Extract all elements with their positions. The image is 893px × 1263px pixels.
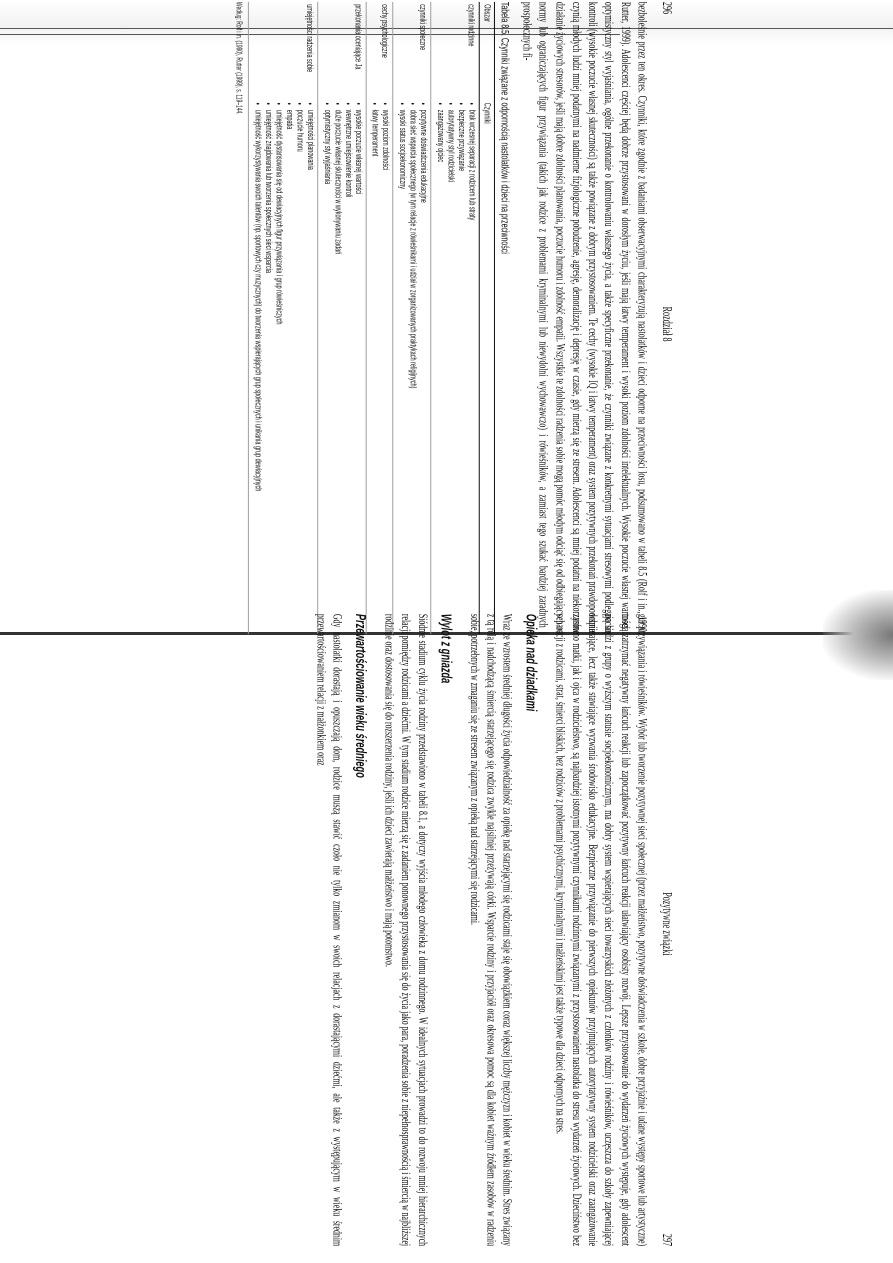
section-heading: Przewartościowanie wieku średniego [352,613,369,778]
section-heading: Wylot z gniazda [437,613,454,684]
table-row [249,2,318,634]
factor-item: • wysoki status socjoekonomiczny [397,110,407,632]
page-header [658,2,673,634]
factor-item: • poczucie humoru [294,110,304,632]
factor-item: • optymistyczny styl wyjaśniania [321,110,331,632]
factor-item: • umiejętności planowania [304,110,314,632]
body-paragraph: bezboleśnie przez ten okres. Czynniki, które zgodnie z badaniami obserwacyjnymi charakteryzują nastolatków i dzieci odporne na przeciwności losu, podsumowano w tabeli 8.5 (Rolf i in., 1990; Rutter, 1999). Adolescenci częściej będą dobrze przystosowani w dorosłym życiu, jeśli mają łatwy temperament i wysoki poziom zdolności intelektualnych. Wysokie poczucie własnej wartości i optymistyczny styl wyjaśniania, ogólne przekonanie o kontrolowaniu własnego życia, a także specyficzne przekonanie, że czynniki związane z konkretnymi sytuacjami stresowymi podlegają się kontroli (wysokie poczucie własnej skuteczności) są także powiązane z dobrym przystosowaniem. Te cechy (wysokie IQ i łatwy temperament) oraz system pozytywnych przekonań prawdopodobnie czynią młodych ludzi mniej podatnymi na nadmierne fizjologiczne pobudzenie, agresję, demoralizację i depresję w czasie, gdy mierzą się ze stresem. Adolescenci są mniej podatni na niekorzystne działanie życiowych stresorów, jeśli mają dobre zdolności planowania, poczucie humoru i zdolność empatii. Wszystkie te zdolności radzenia sobie mogą pomóc młodym odciąć się od odbiegających od normy lub ograniczających figur przywiązania (takich jak rodzice z problemami kryminalnymi lub niewydolni wychowawczo) i rówieśników, a zamiast tego szukać bardziej zaradnych i prospołecznych fi- [520,1,650,635]
page-296 [234,1,674,635]
factor-item: • autorytatywny styl rodzicielski [445,110,455,632]
factor-item: • umiejętność wykorzystywania swoich talentów (np. sportowych czy muzycznych) do tworzenia wspierających grup społecznych i unikania grup dewiacyjnych [252,110,262,632]
page-297 [237,614,674,1246]
factor-item: • brak wczesnej separacji z rodzicem lub straty [465,110,475,632]
table-row [393,2,431,634]
running-head: Pozytywne związki [659,892,674,956]
page-header [658,614,673,1246]
factor-item: • wysoki poziom zdolności [379,110,389,632]
body-paragraph: Siódme stadium cyklu życia rodziny przedstawiono w tabeli 8.1, a dotyczy wyjścia młodego człowieka z domu rodzinnego. W idealnych sytuacjach prowadzi to do rozwoju mniej hierarchicznych relacji pomiędzy rodzicami a dziećmi. W tym stadium rodzice mierzą się z zadaniem ponownego przystosowania się do życia jako para, poradzenia sobie z niepełnosprawnością i śmiercią w najbliższej rodzinie oraz dostosowania się do rozszerzenia rodziny, jeśli ich dzieci zawierają małżeństwo i mają potomstwo. [382,613,430,1247]
section-heading: Opieka nad dziadkami [522,613,539,712]
table-source: Według: Rolf i in. (1990), Rutter (1999), s. 119–144. [234,1,245,115]
table-cell-area: przekonania oceniające Ja [318,2,366,101]
page-number: 297 [659,1233,674,1247]
factor-item: • umiejętność dystansowania się od dewiacyjnych figur przywiązania i grup rówieśniczych [273,110,283,632]
body-paragraph: gur przywiązania i rówieśników. Wybór lub tworzenie pozytywnej sieci społecznej (przez małżeństwo, pozytywne doświadczenia w szkole, dobre przyjaźnie i udane występy sportowe lub artystyczne) mogą zatrzymać negatywny łańcuch reakcji lub zapoczątkować pozytywny łańcuch reakcji ułatwiający osobisty rozwój. Lepsze przystosowanie do wydarzeń życiowych występuje, gdy adolescent pochodzi z grupy o wyższym statusie socjoekonomicznym, ma dobry system wspierających sieci towarzyskich złożonych z członków rodziny i rówieśników, uczęszcza do szkoły zapewniającej wspierające, lecz także stawiające wyzwania środowisko edukacyjne. Bezpieczne przywiązanie do pierwszych opiekunów przyjmujących autorytatywny system rodzicielski oraz zaangażowanie zarówno matki, jak i ojca w rodzicielstwo, są najbardziej istotnymi pozytywnymi czynnikami rodzinnymi związanymi z przystosowaniem nastolatka do stresu wydarzeń życiowych. Dzieciństwo bez separacji z rodzicami, strat, śmierci bliskich, bez rodziców z problemami psychicznymi, kryminalnymi i małżeńskimi jest także typowe dla dzieci odpornych na stres. [553,613,650,1247]
factor-item: • wewnętrzne umiejscowienie kontroli [342,110,352,632]
page-number: 296 [659,1,674,15]
factor-item: • pozytywne doświadczenia edukacyjne [417,110,427,632]
body-paragraph: Wraz ze wzrostem średniej długości życia odpowiedzialność za opiekę nad starzejącymi się rodzicami staje się obowiązkiem coraz większej liczby mężczyzn i kobiet w wieku średnim. Stres związany z tą rolą i nadchodzącą śmiercią starzejącego się rodzica zwykle najsilniej przeżywają córki. Wsparcie rodziny i przyjaciół oraz okresowa pomoc są dla kobiet ważnym źródłem zasobów w radzeniu sobie, potrzebnych w zmaganiu się ze stresem związanym z opieką nad starzejącymi się rodzicami. [468,613,516,1247]
scan-shadow [823,590,893,680]
factor-item: • duże poczucie własnej skuteczności w wykonywaniu zadań [331,110,341,632]
factor-item: • dobra sieć wsparcia społecznego (w tym relacje z rówieśnikami i udział w zorganizowanych praktykach religijnych) [407,110,417,632]
table-cell-area: cechy psychologiczne [366,2,393,101]
resilience-factors-table [248,2,495,634]
table-cell-area: czynniki społeczne [393,2,431,101]
table-caption: Tabela 8.5. Czynniki związane z odpornością nastolatków i dzieci na przeciwności [498,1,512,254]
table-row [318,2,366,634]
factor-item: • zaangażowany ojciec [434,110,444,632]
factor-item: • bezpieczne przywiązanie [455,110,465,632]
table-header: Obszar [479,2,494,101]
running-head: Rozdział 8 [659,306,674,342]
table-cell-area: umiejętności radzenia sobie [249,2,318,101]
table-header: Czynniki [479,100,494,634]
factor-item: • łatwy temperament [369,110,379,632]
table-cell-area: czynniki rodzinne [431,2,479,101]
body-paragraph: Gdy nastolatki dorastają i opuszczają dom, rodzice muszą stawić czoło nie tylko zmianom w swoich relacjach z dorastającymi dziećmi, ale także z występującym w wieku średnim przewartościowaniem relacji z małżonkiem oraz [313,613,345,1247]
table-row [366,2,393,634]
table-row [431,2,479,634]
factor-item: • empatia [283,110,293,632]
factor-item: • umiejętność znajdowania lub tworzenia społecznych sieci wsparcia [262,110,272,632]
factor-item: • wysokie poczucie własnej wartości [352,110,362,632]
